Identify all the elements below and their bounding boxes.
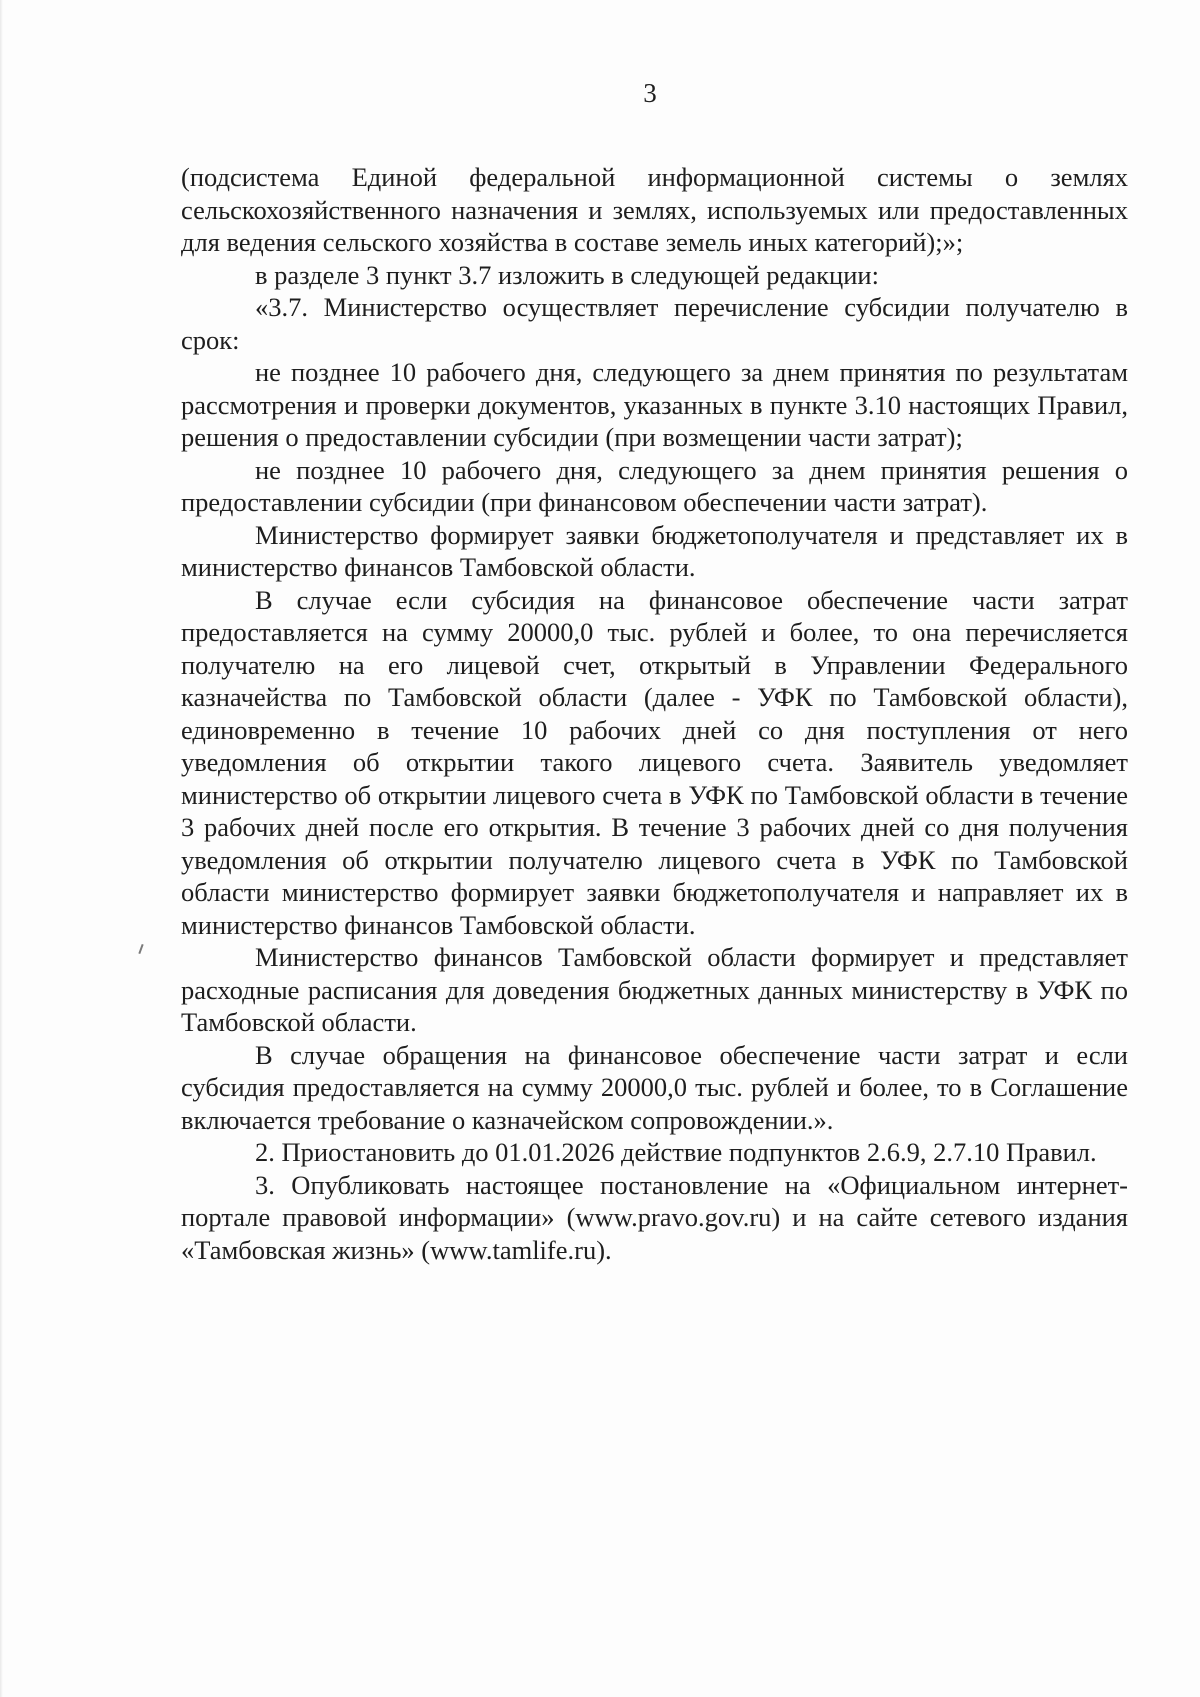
paragraph-deadline-reimbursement: не позднее 10 рабочего дня, следующего за днем принятия по результатам рассмотрения и проверки документов, указанных в пункте 3.10 настоящих Правил, решения о предоставлении субсидии (при возмещении части затрат);: [181, 357, 1128, 452]
scan-artifact-mark: [138, 944, 143, 954]
paragraph-treasury-account: В случае если субсидия на финансовое обеспечение части затрат предоставляется на сумму 20000,0 тыс. рублей и более, то она перечисляется получателю на его лицевой счет, открытый в Управлении Федерального казначейства по Тамбовской области (далее - УФК по Тамбовской области), единовременно в течение 10 рабочих дней со дня поступления от него уведомления об открытии такого лицевого счета. Заявитель уведомляет министерство об открытии лицевого счета в УФК по Тамбовской области в течение 3 рабочих дней после его открытия. В течение 3 рабочих дней со дня получения уведомления об открытии получателю лицевого счета в УФК по Тамбовской области министерство формирует заявки бюджетополучателя и направляет их в министерство финансов Тамбовской области.: [181, 584, 1128, 940]
paragraph-amendment-intro: в разделе 3 пункт 3.7 изложить в следующей редакции:: [255, 259, 879, 290]
paragraph-finance-ministry-schedules: Министерство финансов Тамбовской области формирует и представляет расходные расписания для доведения бюджетных данных министерству в УФК по Тамбовской области.: [181, 942, 1128, 1037]
scan-edge-shadow: [0, 0, 3, 1697]
paragraph-continuation: (подсистема Единой федеральной информационной системы о землях сельскохозяйственного назначения и землях, используемых или предоставленных для ведения сельского хозяйства в составе земель иных категорий);»;: [181, 162, 1128, 257]
paragraph-ministry-requests: Министерство формирует заявки бюджетополучателя и представляет их в министерство финансов Тамбовской области.: [181, 519, 1128, 582]
paragraph-treasury-support: В случае обращения на финансовое обеспечение части затрат и если субсидия предоставляется на сумму 20000,0 тыс. рублей и более, то в Соглашение включается требование о казначейском сопровождении.».: [181, 1039, 1128, 1135]
document-body: [181, 161, 1128, 1266]
paragraph-deadline-financing: не позднее 10 рабочего дня, следующего за днем принятия решения о предоставлении субсидии (при финансовом обеспечении части затрат).: [181, 454, 1128, 517]
page-number: 3: [643, 78, 657, 108]
paragraph-clause-3-7: «3.7. Министерство осуществляет перечисление субсидии получателю в срок:: [181, 292, 1128, 355]
paragraph-item-2-suspend: 2. Приостановить до 01.01.2026 действие подпунктов 2.6.9, 2.7.10 Правил.: [255, 1137, 1097, 1167]
paragraph-item-3-publish: 3. Опубликовать настоящее постановление на «Официальном интернет-портале правовой информации» (www.pravo.gov.ru) и на сайте сетевого издания «Тамбовская жизнь» (www.tamlife.ru).: [181, 1169, 1128, 1265]
